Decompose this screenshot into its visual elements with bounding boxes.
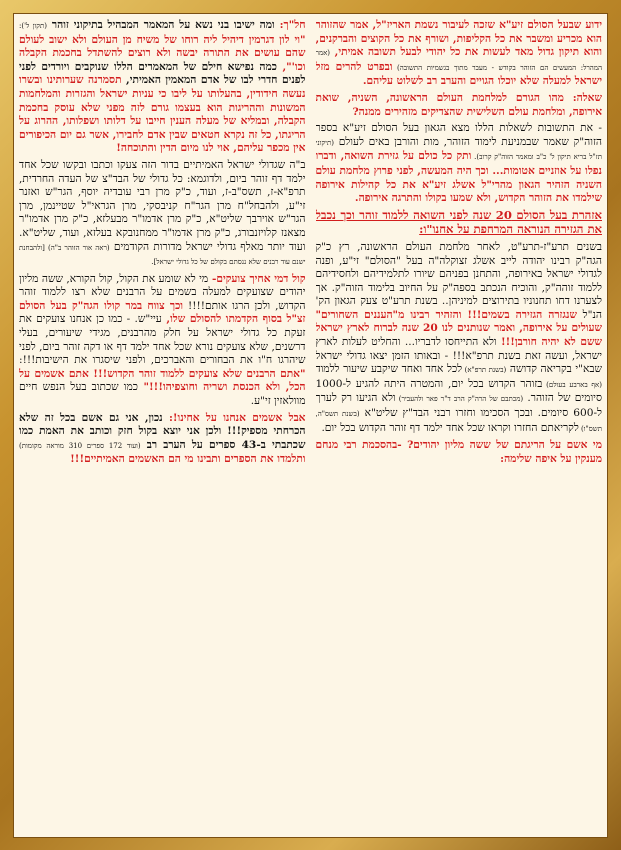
text-run: חל"ך:	[274, 19, 306, 31]
text-run: ב"ה שגדולי ישראל האמיתיים בדור הזה צעקו וכתבו ובקשו שכל אחד ילמד דף זוהר ביום, ולדוגמא: כל גדולי של הבד"צ של העדה החרדית, תרפ"א-ז, תשס"ב-ז, ועוד, כ"ק מרן רבי עובדיה יוסף, הגר"ש ואזנר זי"ע, ולהבחל"ח מרן הגר"ח קניבסקי, מרן הגראי"ל שטיינמן, מרן הגר"ש אוירבך שליט"א, כ"ק מרן אדמו"ר מבעלזא, כ"ק מרן אדמו"ר מצאנז קלויזנבורג, כ"ק מרן אדמו"ר ממחנובקא בעלזא, ועוד, שליט"א. ועוד יותר מאלף גדולי ישראל מדורות הקודמים	[19, 158, 306, 253]
text-run: ותק כל כולם על גזירת השואה, ודברו נפלו על אוזניים אטומות... וכך היה המעשה, לפני פרוץ מלחמת עולם השניה הזהיר הגאון מהרי"ל אשלג זיע"א את כל קהילות אירופה שילמדו את הזוהר הקדוש, ולא שמעו בקולו והתרגה אירופה.	[315, 150, 602, 205]
paragraph	[316, 241, 603, 436]
right-column	[316, 19, 603, 832]
text-run: (אף בארבע בעולם)	[542, 380, 602, 389]
paragraph	[316, 19, 603, 89]
text-run: לכל אחד ואחד שיקבע שיעור ללמוד	[315, 363, 463, 376]
paragraph	[316, 122, 603, 206]
text-run: בשנים תרע"ז-תרע"ט, לאחר מלחמת העולם הראשונה, רץ כ"ק הגה"ק רבינו יהודה לייב אשלג זצוקלה"ה בעל "הסולם" זי"ע, ופנה לגדולי ישראל באירופה, והתחנן בפניהם שיורו לתלמידיהם ולחסידיהם ללמוד זוהה"ק, והוכיח הנכתב בספה"ק על החיוב בלימוד הזוה"ק. אך לצערנו דחו תחנוניו בתירוצים למיניהן.. בשנת תרע"ט צעק הגאון הק' הנ"ל	[315, 240, 602, 321]
text-run: -בהסכמת רבי מנחם מענקין על איפה שלימה:	[315, 439, 602, 465]
text-run: כמו שכתוב בעל הנפש חיים מוולאזין זי"ע.	[19, 381, 306, 408]
text-run: ובפרט להרים מזל ישראל למעלה שלא יוכלו הגויים והערב רב לשלוט עליהם.	[315, 60, 602, 88]
paragraph	[19, 412, 306, 467]
text-run: שנגזרה הגזירה בשמים!!! והזהיר רבינו מ"העננים השחורים" שעולים על אירופה, ואמר שנותנים לנו 20 שנה לברוח לארץ ישראל ששם לא יהיה חורבן!!!	[315, 308, 602, 349]
text-run: "וי לון דגרמין דיהיל ליה רוחו של משיח מן העולם ולא ישוב לעולם שהם עושים את התורה יבשה ולא רוצים להשתדל בחכמת הקבלה וכו'",	[19, 33, 306, 73]
text-run: לקריאתם החזרו וקראו שכל אחד ילמד דף זוהר הקדוש בכל יום.	[321, 421, 579, 434]
paragraph	[316, 439, 603, 466]
text-run: בזוהר הקדוש בכל יום, והמטרה היתה להגיע ל-1000 סיומים של הזוהר.	[315, 377, 602, 405]
text-run: (בשנת תרפ"א)	[462, 366, 507, 375]
text-run: (ראה אור הזוהר ב"ה) [ולהבחנת ישנם עוד רבנים שלא ננסתם בקולם של כל גדולי ישראל].	[19, 243, 306, 267]
text-run: וכך צווח במר קולו הגה"ק בעל הסולם זצ"ל בסוף הקדמתו להסולם שלו,	[19, 299, 306, 326]
text-run: (תקון ל'):	[19, 22, 48, 30]
text-run: ידוע שבעל הסולם זיע"א שזכה לעיבור נשמת האריז"ל, אמר שהזוהר הוא מכריע ומשבר את כל הקליפות, ושורף את כל הקוצים והברקנים, והוא תיקון גדול מאד לעשות את כל יהודי לבעל תשובה אמיתי,	[315, 19, 602, 59]
text-run: (מכתבם של הרה"ק הרב ד"ר פאר ולהעביר)	[395, 395, 524, 404]
text-run: ומה ישיבו בני נשא על המאמר המבהיל בתיקוני זוהר	[47, 19, 275, 31]
text-run: (בשנת תשס"ה, תשס"ו)	[315, 410, 602, 433]
text-run: ולא התייחסו לדבריו... והחליט לעלות לארץ ישראל, ועשה זאת בשנת תרפ"א!!! - ובאותו הזמן יצאו גדולי ישראל שבא"י בקריאה קדושה	[315, 336, 602, 376]
text-run: (אמר המהרל: המעשים הם הזוהר בקודש - מעבר מתוך בגשמיות התשובה)	[315, 49, 602, 72]
text-run: מי לא שומע את הקול, קול הקורא, ששה מליון יהודים שצועקים למעלה בשמים על הרבנים שלא רצו ללמוד זוהר הקדוש, ולכן הרגו אותם!!!!	[19, 272, 306, 312]
text-run: "אתם הרבנים שלא צועקים ללמוד זוהר הקדוש!!! אתם אשמים על הכל, ולא הכנסת ושריה וחוצפיהו!!!"	[19, 367, 306, 394]
text-run: ותלמדו את הספרים ותבינו מי הם האשמים האמיתיים!!!	[70, 453, 306, 466]
text-run: תסמרנה שערותינו ובשרו נעשה חידודין, בהעלותו על ליבו כי עניות ישראל והגזרות והמלחמות המשונות וההריגות הוא בעצמו גורם לזה מפני שלא עוסק בחכמת הקבלה, ובמליא של מעלה הענין חייבו על דלותו ושפלותו, ההרוג על הריגתו, כל זה נקרא חטאים שבין אדם לחבירו, אשר גם יום הכיפורים אין מכפר עליהם, אוי לנו מיום הדין והתוכחה!	[19, 74, 306, 155]
text-run: (ועוד 172 ספרים 310 מוראה מקומות)	[19, 441, 141, 450]
text-run: קול דמי אחיך צועקים-	[208, 272, 306, 285]
paragraph	[19, 159, 306, 270]
paragraph	[19, 273, 306, 409]
text-run: (תיקוני תז"ל בריא תיקון ל' כ"ב ומאמר הזוה"ק קרוב).	[315, 138, 602, 162]
text-run: ולא הגיעו רק לערך ל-600 סיומים. ובכך הסכימו וחזרו רבני הבד"ץ שליט"א	[315, 392, 602, 420]
text-columns	[19, 19, 602, 832]
paragraph	[316, 92, 603, 119]
paragraph	[316, 209, 603, 238]
text-run: - את התשובות לשאלות הללו מצא הגאון בעל הסולם זיע"א בספר הזוה"ק שאמר שבמניעת לימוד הזוהר, מות והורבן באים לעולם	[315, 122, 602, 148]
text-run: עיי"ש. - כמו כן אנחנו צועקים את זעקת כל גדולי ישראל על חלק מהרבנים, מגידי שיעורים, בעלי דרשנים, שלא צועקים נורא שכל אחד ילמד דף או דקה זוהר ביום, לפני שיהרגו ח"ו את הבחורים והאברכים, ולפני שיסגרו את הישיבות!!!:	[19, 313, 306, 367]
paragraph	[19, 19, 306, 156]
text-run: אבל אשמים אנחנו על אחינו!:	[162, 411, 306, 424]
left-column	[19, 19, 306, 832]
text-run: מי אשם על הריגתם של ששה מליון יהודים?	[401, 439, 602, 452]
text-run: נכון, אני גם אשם בכל זה שלא הכרחתי מספיק!!! ולכן אני יוצא בקול חזק וכותב את האמת כמו שכתבתי ב-43 ספרים על הערב רב	[19, 411, 306, 451]
content-panel	[13, 13, 608, 838]
text-run: אזהרת בעל הסולם 20 שנה לפני השואה ללמוד זוהר וכך נכבל את הגזירה הנוראה המרחפת על אחנו"ו:	[315, 207, 602, 237]
text-run: שאלה: מהו הגורם למלחמת העולם הראשונה, השניה, שואת אירופה, ומלחמת עולם השלישית שהצדיקים מזהירים ממנה?	[315, 91, 602, 118]
text-run: כמה נפישא חילם של המאמרים הללו שנוקבים ויורדים לפני לפנים חדרי לבו של אדם המאמין האמיתי,	[19, 60, 306, 87]
